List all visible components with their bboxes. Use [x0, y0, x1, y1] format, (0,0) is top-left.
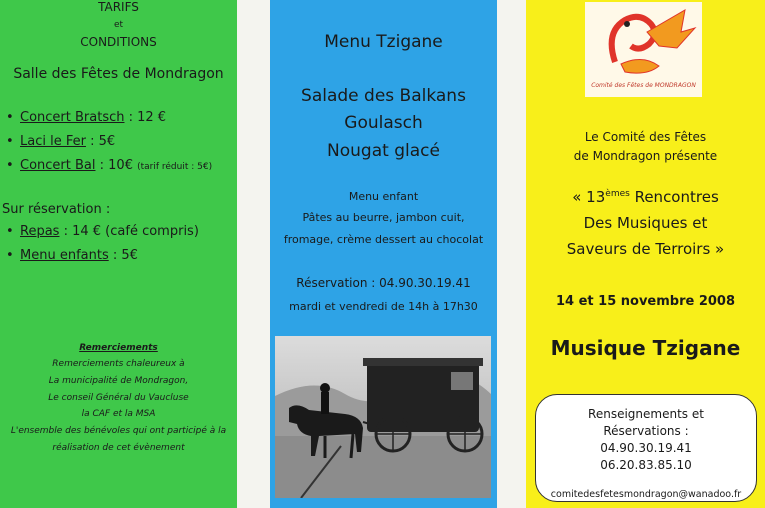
price-item: • Concert Bal : 10€ (tarif réduit : 5€) [6, 158, 213, 173]
reservation-item: • Repas : 14 € (café compris) [6, 224, 199, 239]
reservation-hours: mardi et vendredi de 14h à 17h30 [289, 300, 478, 313]
event-title-line: Des Musiques et [583, 214, 708, 232]
price-item: • Laci le Fer : 5€ [6, 134, 116, 149]
contact-phone: 06.20.83.85.10 [600, 458, 692, 472]
dish-item: Salade des Balkans [301, 86, 466, 106]
horse-wagon-photo [275, 336, 491, 498]
menu-title: Menu Tzigane [324, 32, 443, 52]
bullet-icon: • [6, 224, 14, 239]
menu-panel [270, 0, 497, 508]
dish-item: Goulasch [344, 113, 423, 133]
tarifs-panel [0, 0, 237, 508]
contact-box [535, 394, 757, 502]
thanks-line: réalisation de cet évènement [52, 443, 185, 453]
contact-heading: Renseignements et [588, 407, 704, 421]
organizer-line: Le Comité des Fêtes [584, 130, 707, 144]
thanks-line: la CAF et la MSA [81, 409, 156, 419]
bullet-icon: • [6, 134, 14, 149]
tarifs-heading: TARIFS [98, 0, 139, 14]
contact-phone: 04.90.30.19.41 [600, 441, 692, 455]
event-title-line: Saveurs de Terroirs » [566, 240, 725, 258]
comite-logo [585, 2, 702, 97]
venue-name: Salle des Fêtes de Mondragon [13, 66, 224, 82]
contact-heading: Réservations : [603, 424, 689, 438]
event-dates: 14 et 15 novembre 2008 [555, 294, 736, 309]
reservation-phone: Réservation : 04.90.30.19.41 [296, 276, 471, 290]
thanks-heading: Remerciements [79, 343, 158, 353]
bullet-icon: • [6, 248, 14, 263]
reservation-item: • Menu enfants : 5€ [6, 248, 138, 263]
bullet-icon: • [6, 110, 14, 125]
price-item: • Concert Bratsch : 12 € [6, 110, 167, 125]
event-panel [526, 0, 765, 508]
event-title-line: « 13èmes Rencontres [572, 188, 719, 206]
kids-menu-line: Pâtes au beurre, jambon cuit, [302, 211, 465, 224]
contact-email: comitedesfetesmondragon@wanadoo.fr [550, 489, 742, 500]
kids-menu-heading: Menu enfant [348, 190, 419, 203]
kids-menu-line: fromage, crème dessert au chocolat [283, 233, 484, 246]
bullet-icon: • [6, 158, 14, 173]
logo-text: Comité des Fêtes de MONDRAGON [591, 82, 696, 89]
reservation-heading: Sur réservation : [2, 202, 111, 217]
thanks-line: Remerciements chaleureux à [52, 359, 185, 369]
event-music: Musique Tzigane [550, 336, 741, 360]
thanks-line: L'ensemble des bénévoles qui ont participé à la [10, 426, 227, 436]
tarifs-et: et [113, 20, 124, 30]
thanks-line: La municipalité de Mondragon, [48, 376, 189, 386]
organizer-line: de Mondragon présente [573, 149, 718, 163]
dish-item: Nougat glacé [327, 141, 440, 161]
conditions-heading: CONDITIONS [80, 35, 157, 49]
thanks-line: Le conseil Général du Vaucluse [48, 393, 189, 403]
